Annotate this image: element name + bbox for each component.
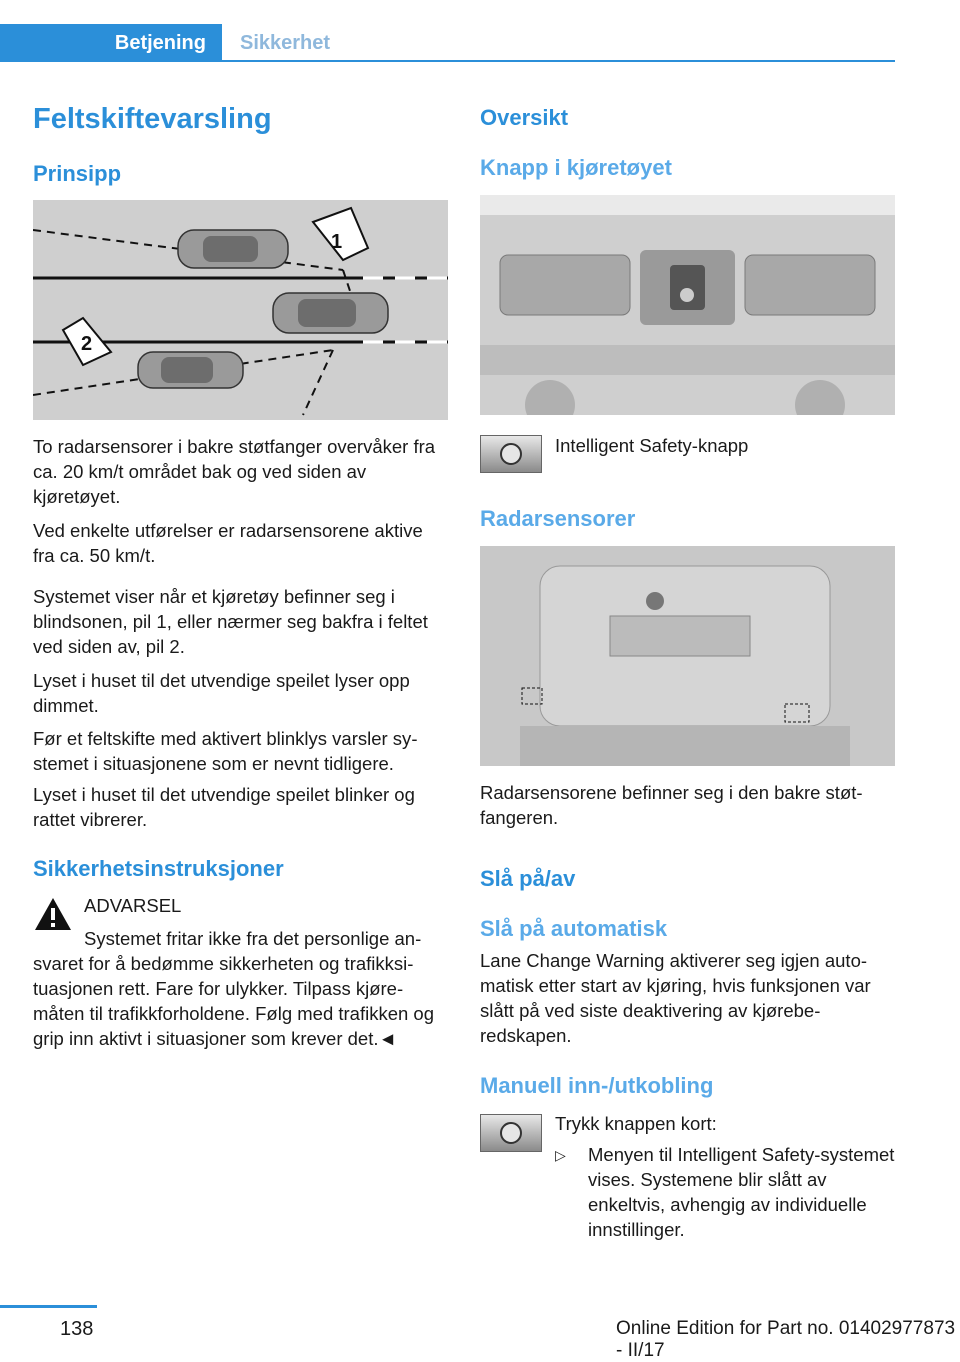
road-diagram-svg xyxy=(33,200,448,420)
principle-paragraph-5: Før et feltskifte med aktivert blinklys varsler systemet i situasjonene som er nevnt tidligere. xyxy=(33,728,418,774)
principle-paragraph-3: Systemet viser når et kjøretøy befinner seg i blindsonen, pil 1, eller nærmer seg bakfra i feltet ved siden av, pil 2. xyxy=(33,586,428,657)
car-middle xyxy=(273,293,388,333)
warning-text: Systemet fritar ikke fra det personlige ansvaret for å bedømme sikkerheten og trafikksituasjonen rett. Fare for ulykker. Tilpass kjøremåten til trafikkforholdene. Følg med trafikken og grip inn aktivt i situasjoner som krever det.◄ xyxy=(33,928,435,1049)
bullet-text: Menyen til Intelligent Safety-systemet vises. Systemene blir slått av enkeltvis, avhengig av individuelle innstillinger. xyxy=(588,1144,895,1240)
tab-sikkerhet[interactable]: Sikkerhet xyxy=(240,31,331,54)
lane-change-diagram xyxy=(33,200,448,420)
sensors-heading: Radarsensorer xyxy=(480,506,636,531)
principle-paragraph-2: Ved enkelte utførelser er radarsensorene aktive fra ca. 50 km/t. xyxy=(33,520,423,566)
footer-rule xyxy=(0,1305,97,1308)
warning-label: ADVARSEL xyxy=(84,895,182,916)
principle-heading: Prinsipp xyxy=(33,161,122,186)
principle-paragraph-1: To radarsensorer i bakre støtfanger overvåker fra ca. 20 km/t området bak og ved siden av kjøretøyet. xyxy=(33,436,436,507)
manual-text: Trykk knappen kort: xyxy=(555,1113,717,1134)
principle-paragraph-6: Lyset i huset til det utvendige speilet blinker og rattet vibrerer. xyxy=(33,784,415,830)
intelligent-safety-button-icon xyxy=(480,1114,542,1152)
button-heading: Knapp i kjøretøyet xyxy=(480,155,672,180)
manual-heading: Manuell inn-/utkobling xyxy=(480,1073,714,1098)
page-title: Feltskiftevarsling xyxy=(33,103,272,135)
auto-text: Lane Change Warning aktiverer seg igjen automatisk etter start av kjøring, hvis funksjonen var slått på ved siste deaktivering av kjøreberedskapen. xyxy=(480,950,871,1046)
header-tabbar xyxy=(0,24,895,62)
edition-text: Online Edition for Part no. 01402977873 - II/17 xyxy=(616,1318,956,1361)
principle-paragraph-4: Lyset i huset til det utvendige speilet lyser opp dimmet. xyxy=(33,670,410,716)
arrow-1-label: 1 xyxy=(331,231,343,253)
bullet-triangle-icon: ▷ xyxy=(555,1147,566,1163)
auto-heading: Slå på automatisk xyxy=(480,916,668,941)
button-caption: Intelligent Safety-knapp xyxy=(555,435,749,456)
safety-heading: Sikkerhetsinstruksjoner xyxy=(33,856,284,881)
tab-betjening[interactable]: Betjening xyxy=(0,24,222,62)
car-rear-photo xyxy=(480,546,895,766)
page-number: 138 xyxy=(60,1318,94,1340)
sensors-text: Radarsensorene befinner seg i den bakre støtfangeren. xyxy=(480,782,863,828)
arrow-2-label: 2 xyxy=(81,333,93,355)
onoff-heading: Slå på/av xyxy=(480,866,576,891)
dashboard-photo xyxy=(480,195,895,415)
overview-heading: Oversikt xyxy=(480,105,569,130)
car-bottom xyxy=(138,352,243,388)
intelligent-safety-button-icon xyxy=(480,435,542,473)
car-top xyxy=(178,230,288,268)
